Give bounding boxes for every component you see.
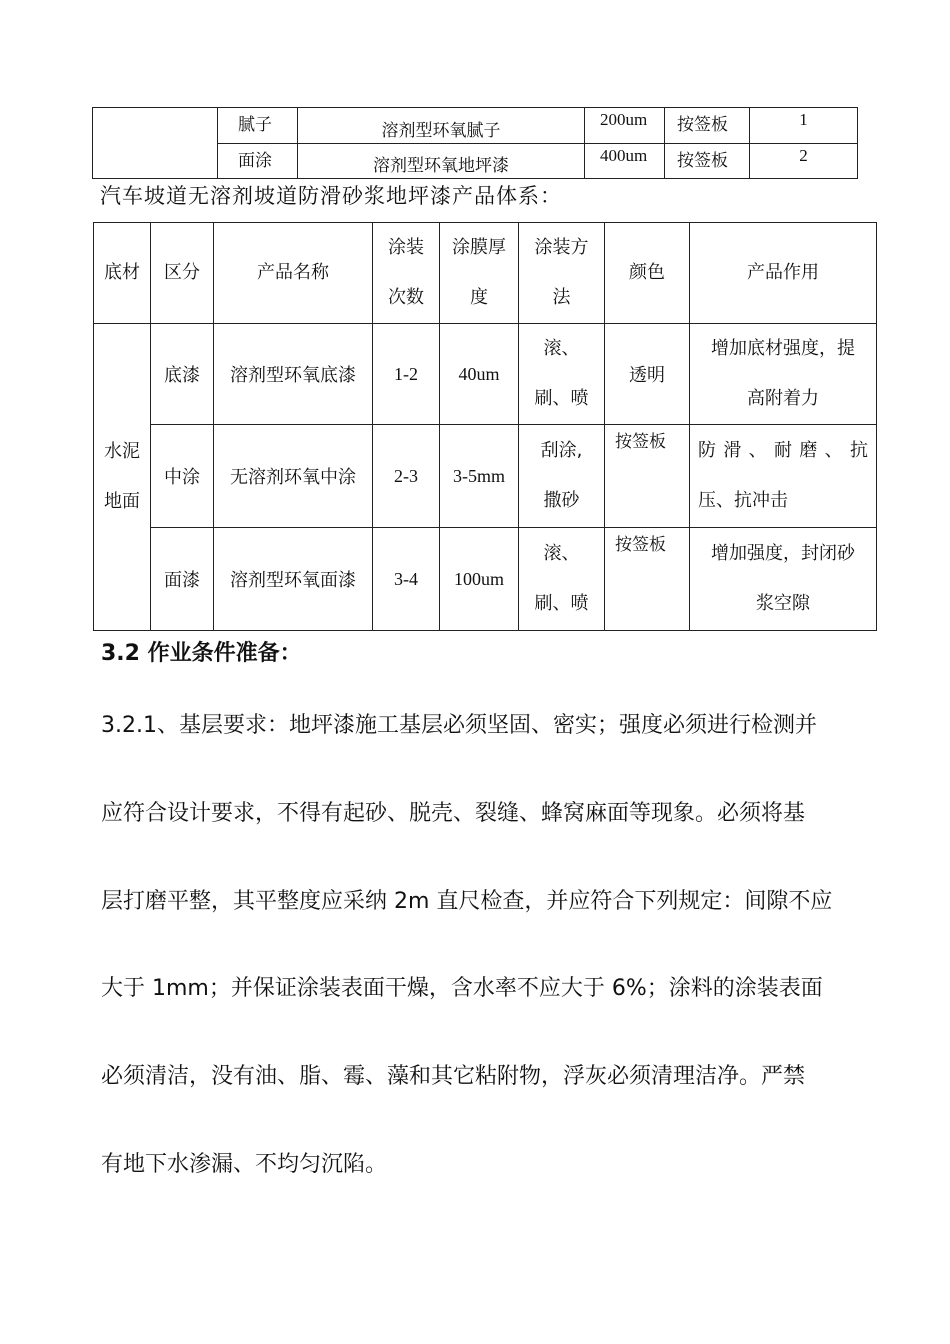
table-cell: 400um [585,143,665,179]
continuation-table [92,107,857,179]
header-color: 颜色 [605,223,690,324]
thickness-cell: 3-5mm [440,425,519,528]
paragraph-line: 层打磨平整，其平整度应采纳 2m 直尺检查，并应符合下列规定：间隙不应 [101,889,833,914]
table-cell: 腻子 [218,108,298,144]
header-function: 产品作用 [690,223,877,324]
paragraph-line: 必须清洁，没有油、脂、霉、藻和其它粘附物，浮灰必须清理洁净。严禁 [101,1064,806,1089]
category-cell: 面漆 [151,528,214,631]
function-cell: 增加底材强度，提 高附着力 [690,324,877,425]
table-cell: 2 [750,143,858,179]
method-cell: 滚、 刷、喷 [519,528,605,631]
header-product-name: 产品名称 [214,223,373,324]
method-cell: 滚、 刷、喷 [519,324,605,425]
product-name-cell: 溶剂型环氧面漆 [214,528,373,631]
coats-cell: 2-3 [373,425,440,528]
paragraph-line: 有地下水渗漏、不均匀沉陷。 [101,1152,388,1177]
substrate-cell: 水泥 地面 [94,324,151,631]
header-method: 涂装方 法 [519,223,605,324]
color-cell: 按签板 [605,425,690,528]
table-cell: 溶剂型环氧腻子 [298,108,585,144]
table-cell: 面涂 [218,143,298,179]
function-cell: 增加强度，封闭砂 浆空隙 [690,528,877,631]
table-row [93,108,858,144]
product-system-table [93,222,876,631]
table-row [94,528,877,631]
header-coats: 涂装 次数 [373,223,440,324]
thickness-cell: 40um [440,324,519,425]
method-cell: 刮涂, 撒砂 [519,425,605,528]
header-substrate: 底材 [94,223,151,324]
paragraph-line: 大于 1mm；并保证涂装表面干燥，含水率不应大于 6%；涂料的涂装表面 [101,976,823,1001]
color-cell: 按签板 [605,528,690,631]
table-row [94,324,877,425]
color-cell: 透明 [605,324,690,425]
product-name-cell: 无溶剂环氧中涂 [214,425,373,528]
table-cell: 按签板 [665,143,750,179]
coats-cell: 3-4 [373,528,440,631]
section-heading: 3.2 作业条件准备： [101,641,302,666]
header-thickness: 涂膜厚 度 [440,223,519,324]
table-row [94,425,877,528]
thickness-cell: 100um [440,528,519,631]
table-cell: 200um [585,108,665,144]
paragraph-line: 应符合设计要求，不得有起砂、脱壳、裂缝、蜂窝麻面等现象。必须将基 [101,801,806,826]
header-row [94,223,877,324]
product-name-cell: 溶剂型环氧底漆 [214,324,373,425]
coats-cell: 1-2 [373,324,440,425]
table-cell: 1 [750,108,858,144]
empty-cell [93,108,218,179]
paragraph-line: 3.2.1、基层要求：地坪漆施工基层必须坚固、密实；强度必须进行检测并 [101,713,817,738]
category-cell: 中涂 [151,425,214,528]
table-cell: 按签板 [665,108,750,144]
header-category: 区分 [151,223,214,324]
system-title: 汽车坡道无溶剂坡道防滑砂浆地坪漆产品体系： [100,184,562,208]
function-cell: 防 滑 、 耐 磨 、 抗 压、抗冲击 [690,425,877,528]
category-cell: 底漆 [151,324,214,425]
table-cell: 溶剂型环氧地坪漆 [298,143,585,179]
